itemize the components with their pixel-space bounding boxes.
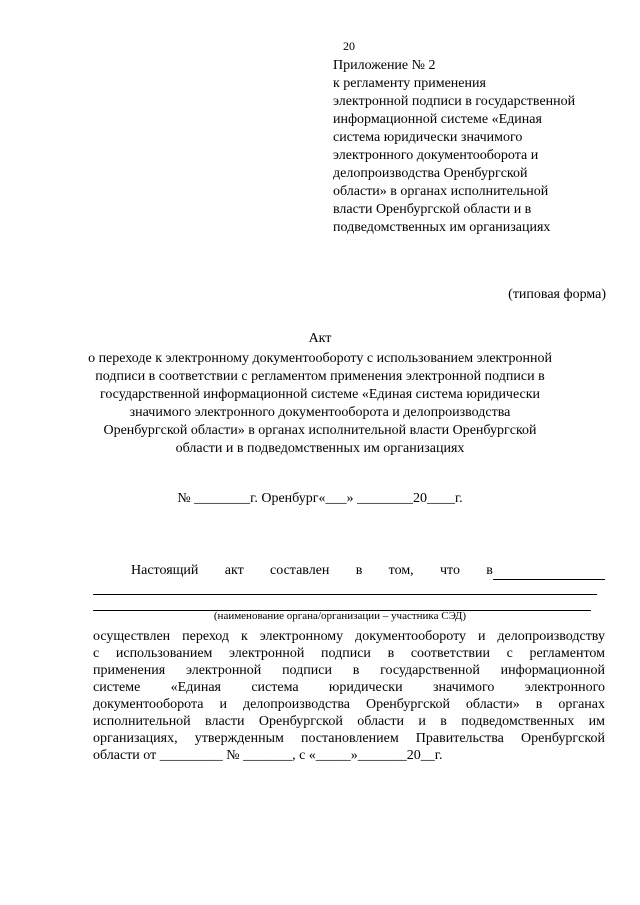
appendix-line: власти Оренбургской области и в [333,202,532,217]
body-line [93,730,605,747]
page-number: 20 [343,39,355,53]
body-word: в [352,663,360,678]
body-word: документообороту [355,629,467,644]
subtitle-line: подписи в соответствии с регламентом применения электронной подписи в [95,369,545,384]
appendix-line: система юридически значимого [333,130,523,145]
body-word: утвержденным [194,731,284,746]
body-word: Правительства [415,731,504,746]
body-word: использованием [115,646,213,661]
organization-blank-field [493,565,605,580]
body-paragraph [93,628,605,764]
body-last-line: области от _________ № _______, с «_____»_______20__г. [93,748,443,763]
appendix-line: делопроизводства Оренбургской [333,166,528,181]
appendix-line: подведомственных им организациях [333,220,551,235]
body-word: организациях, [93,731,178,746]
body-word: делопроизводству [497,629,605,644]
body-word: в [387,646,395,661]
body-word: значимого [432,680,495,695]
body-word: им [588,714,605,729]
body-word: и [477,629,486,644]
body-word: подписи [321,646,371,661]
body-word: соответствии [410,646,490,661]
body-word: осуществлен [93,629,171,644]
body-word: электронному [259,629,344,644]
body-word: электронного [524,680,605,695]
body-line [93,679,605,696]
body-word: электронной [185,663,262,678]
body-word: документооборота [93,697,204,712]
body-word: переход [182,629,230,644]
body-line [93,696,605,713]
body-line [93,628,605,645]
body-word: постановлением [300,731,399,746]
composed-word: что [440,563,460,578]
body-word: к [240,629,248,644]
composed-word: составлен [270,563,330,578]
organization-name-hint: (наименование органа/организации – участника СЭД) [213,610,467,622]
act-number-date-line: № ________г. Оренбург«___» ________20____г. [177,491,463,506]
composed-word: в [486,563,493,578]
body-word: области [357,714,405,729]
body-word: исполнительной [93,714,191,729]
composed-word: акт [224,563,244,578]
body-word: юридически [328,680,403,695]
appendix-header [333,57,623,237]
body-word: система [251,680,299,695]
body-word: области» [465,697,520,712]
body-word: с [93,646,100,661]
subtitle-line: государственной информационной системе «Единая система юридически [99,387,541,402]
body-word: «Единая [170,680,221,695]
body-word: применения [93,663,166,678]
composed-word: том, [388,563,414,578]
appendix-line: информационной системе «Единая [333,112,542,127]
body-word: Оренбургской [258,714,343,729]
form-type-label: (типовая форма) [508,287,606,302]
composed-statement-row [131,562,605,580]
body-word: Оренбургской [365,697,450,712]
appendix-line: электронного документооборота и [333,148,539,163]
appendix-line: области» в органах исполнительной [333,184,549,199]
body-word: регламентом [529,646,605,661]
body-word: информационной [500,663,605,678]
subtitle-line: о переходе к электронному документообороту с использованием электронной [88,351,552,366]
composed-word: Настоящий [131,563,199,578]
document-title: Акт [308,331,332,346]
body-line [93,645,605,662]
body-line [93,662,605,679]
composed-word: в [355,563,363,578]
appendix-line: к регламенту применения [333,76,486,91]
appendix-line: электронной подписи в государственной [333,94,576,109]
subtitle-line: области и в подведомственных им организациях [175,441,465,456]
body-word: и [418,714,426,729]
body-word: в [440,714,447,729]
body-word: органах [558,697,605,712]
body-word: в [535,697,543,712]
body-word: подписи [282,663,332,678]
appendix-line: Приложение № 2 [333,58,436,73]
blank-line-1 [93,594,597,595]
document-subtitle [70,350,570,458]
body-word: электронной [229,646,305,661]
body-word: системе [93,680,141,695]
body-word: подведомственных [461,714,575,729]
subtitle-line: Оренбургской области» в органах исполнительной власти Оренбургской [103,423,537,438]
body-line [93,713,605,730]
subtitle-line: значимого электронного документооборота и делопроизводства [129,405,511,420]
body-word: с [506,646,513,661]
body-word: делопроизводства [242,697,350,712]
body-word: Оренбургской [521,731,605,746]
body-word: государственной [380,663,480,678]
body-word: власти [205,714,245,729]
composed-last-group [486,562,605,580]
body-word: и [219,697,227,712]
